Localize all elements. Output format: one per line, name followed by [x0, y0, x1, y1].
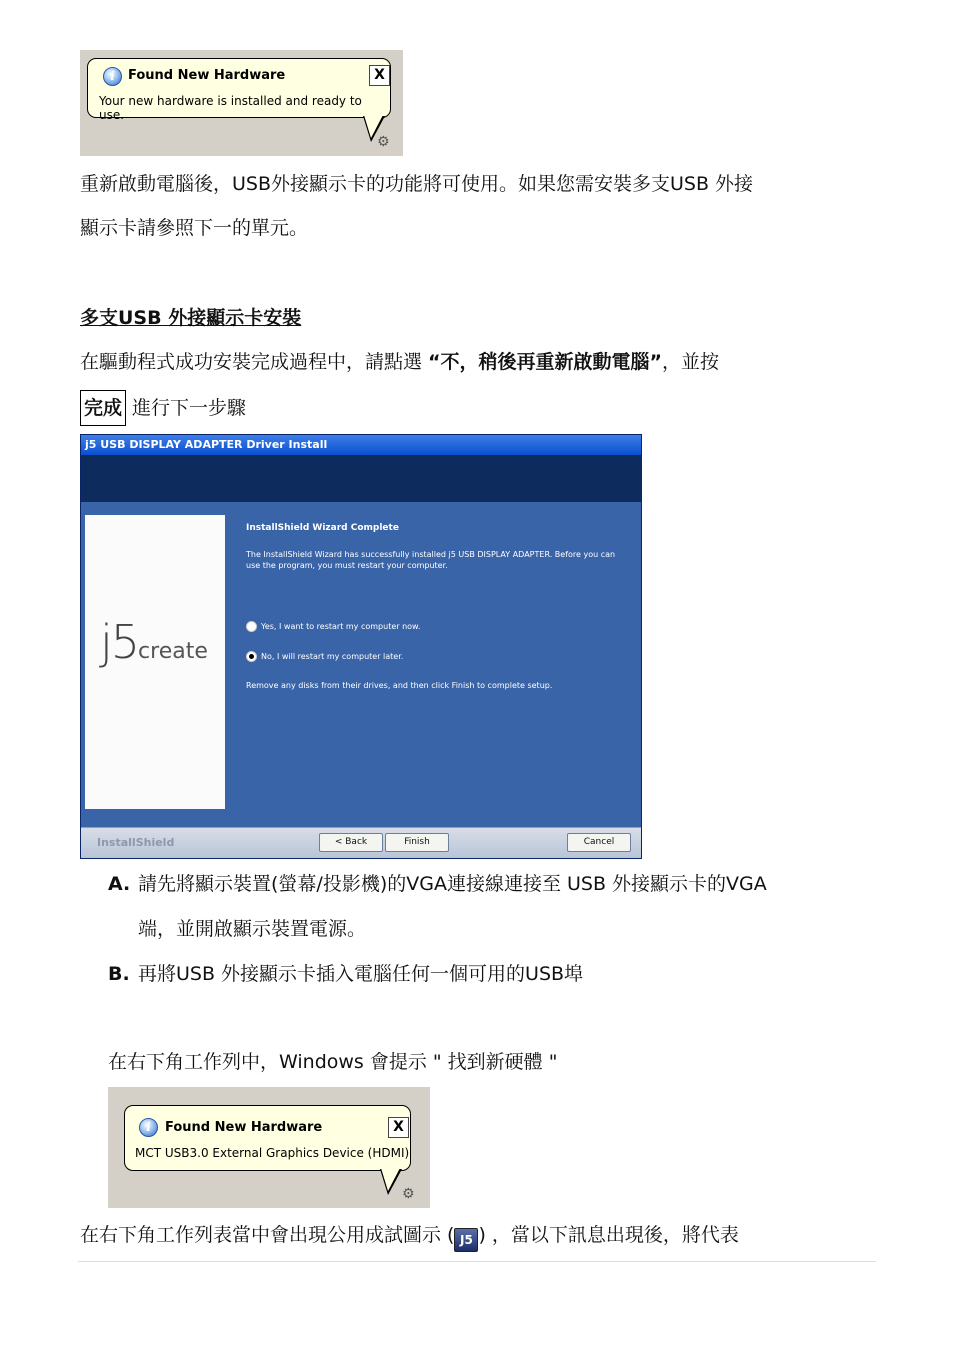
section-heading: 多支USB 外接顯示卡安裝: [80, 307, 302, 329]
balloon-screenshot-1: [80, 50, 403, 156]
window-title: j5 USB DISPLAY ADAPTER Driver Install: [81, 435, 641, 455]
balloon-2-message: MCT USB3.0 External Graphics Device (HDMI): [135, 1146, 410, 1160]
step-b-label: [108, 952, 130, 996]
paragraph-3: 在右下角工作列中，Windows 會提示 " 找到新硬體 ": [108, 1051, 558, 1073]
paragraph-2-suffix: ，並按: [662, 351, 720, 373]
cancel-button[interactable]: Cancel: [567, 833, 631, 852]
radio-restart-later[interactable]: [246, 651, 257, 662]
radio-restart-now[interactable]: [246, 621, 257, 632]
paragraph-4-suffix: ) ，當以下訊息出現後，將代表: [478, 1224, 739, 1246]
balloon-2-title: Found New Hardware: [165, 1120, 323, 1135]
finish-boxed-label: 完成: [80, 390, 126, 426]
radio-restart-later-label: No, I will restart my computer later.: [261, 652, 404, 661]
close-icon[interactable]: X: [369, 65, 390, 86]
tray-icon: ⚙: [377, 134, 390, 150]
paragraph-2-line-2-suffix: 進行下一步驟: [126, 397, 247, 419]
balloon-tail-fill: [381, 1168, 400, 1191]
tray-icon: ⚙: [402, 1186, 415, 1202]
notification-balloon-2: [124, 1105, 411, 1171]
paragraph-2-line-1: [80, 340, 719, 384]
installer-window: [80, 434, 642, 859]
paragraph-1-line-2: 顯示卡請參照下一的單元。: [80, 217, 309, 239]
finish-button[interactable]: Finish: [385, 833, 449, 852]
paragraph-4-prefix: 在右下角工作列表當中會出現公用成試圖示 (: [80, 1224, 455, 1246]
paragraph-4: [80, 1213, 739, 1257]
back-button[interactable]: < Back: [319, 833, 383, 852]
paragraph-2-line-2: [80, 386, 246, 430]
wizard-body-line-2: use the program, you must restart your computer.: [246, 561, 448, 570]
step-a-marker: A.: [108, 873, 131, 895]
wizard-body-line-1: The InstallShield Wizard has successfully installed j5 USB DISPLAY ADAPTER. Before you can: [246, 550, 616, 559]
logo-big: j5: [100, 615, 139, 669]
wizard-footer: [81, 827, 641, 859]
close-icon[interactable]: X: [388, 1117, 409, 1138]
step-b-line-1: 再將USB 外接顯示卡插入電腦任何一個可用的USB埠: [138, 963, 584, 985]
balloon-screenshot-2: [108, 1087, 430, 1208]
balloon-title: Found New Hardware: [128, 68, 286, 83]
wizard-heading: InstallShield Wizard Complete: [246, 523, 399, 533]
logo-small: create: [138, 639, 208, 664]
balloon-message: Your new hardware is installed and ready to use.: [99, 94, 362, 122]
paragraph-2-prefix: 在驅動程式成功安裝完成過程中，請點選: [80, 351, 429, 373]
radio-restart-now-label: Yes, I want to restart my computer now.: [261, 622, 421, 631]
step-a-label: [108, 862, 130, 906]
wizard-remove-text: Remove any disks from their drives, and then click Finish to complete setup.: [246, 681, 553, 690]
footer-rule: [78, 1261, 876, 1262]
logo-panel: [85, 515, 225, 809]
paragraph-2-bold-option: “不，稍後再重新啟動電腦”: [428, 351, 663, 373]
j5-tray-icon: J5: [454, 1228, 478, 1252]
step-a-line-1: 請先將顯示裝置(螢幕/投影機)的VGA連接線連接至 USB 外接顯示卡的VGA: [138, 873, 767, 895]
installshield-brand: InstallShield: [97, 836, 175, 849]
step-b-marker: B.: [108, 963, 130, 985]
j5create-logo: [100, 615, 208, 669]
window-banner: [81, 455, 641, 502]
step-a-line-2: 端，並開啟顯示裝置電源。: [138, 918, 367, 940]
paragraph-1-line-1: 重新啟動電腦後，USB外接顯示卡的功能將可使用。如果您需安裝多支USB 外接: [80, 173, 754, 195]
info-icon: i: [103, 67, 122, 86]
info-icon: i: [139, 1118, 158, 1137]
notification-balloon: [87, 58, 391, 122]
